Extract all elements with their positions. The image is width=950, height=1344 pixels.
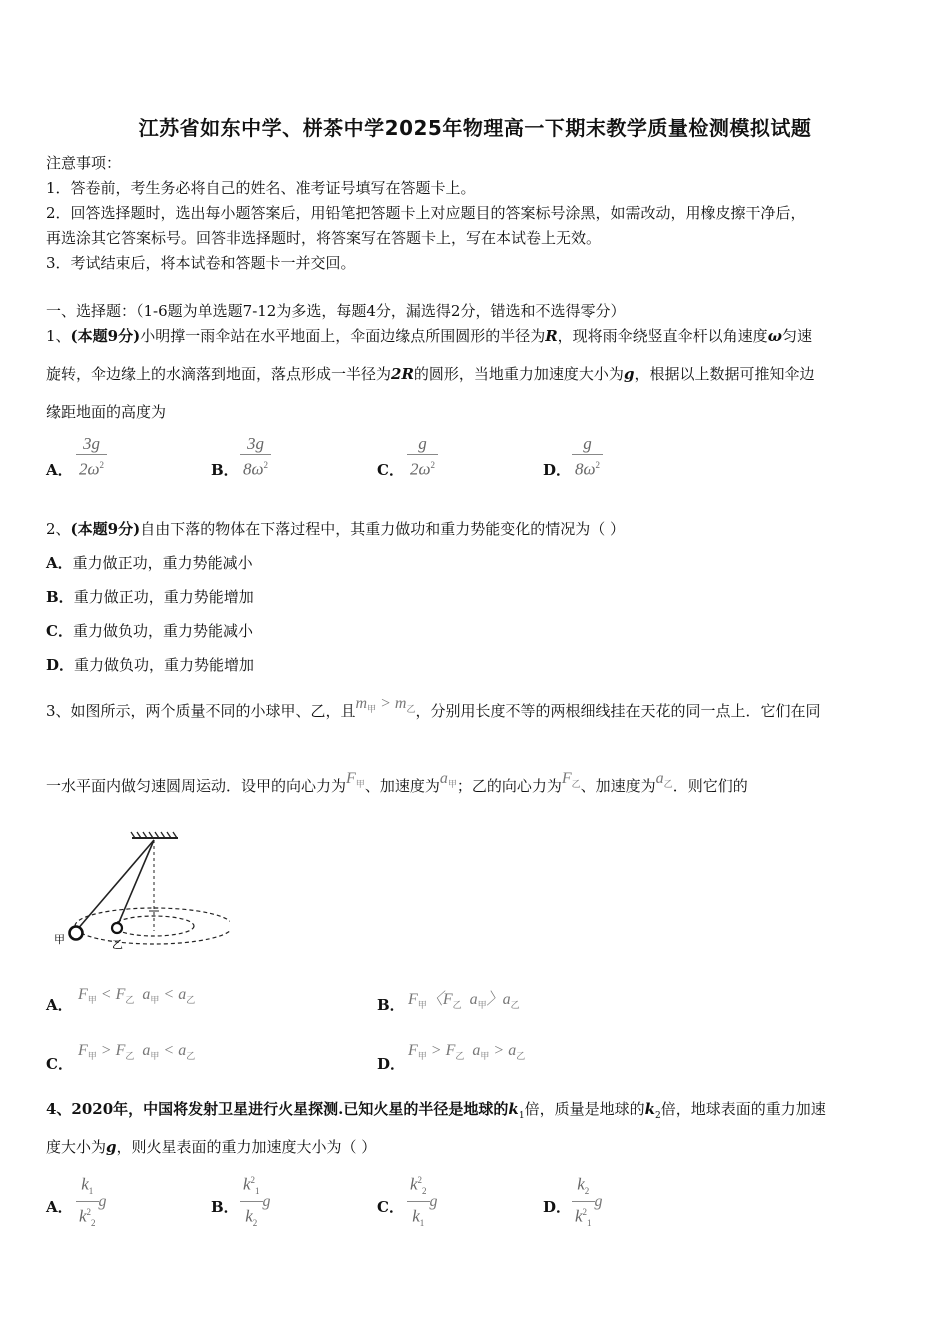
q4-option-c-label[interactable]: C． (377, 1198, 404, 1216)
q3-figure-label-jia: 甲 (54, 933, 65, 946)
q4-option-a-label[interactable]: A． (46, 1198, 73, 1216)
q3-line1: 3、如图所示，两个质量不同的小球甲、乙，且$m_甲 > m_乙$，分别用长度不等的两根细线挂在天花的同一点上．它们在同 (46, 695, 821, 720)
notice-item-2-cont: 再选涂其它答案标号。回答非选择题时，将答案写在答题卡上，写在本试卷上无效。 (46, 229, 602, 247)
q1-line1: 1、(本题9分)小明撑一雨伞站在水平地面上，伞面边缘点所围圆形的半径为R，现将雨伞绕竖直伞杆以角速度ω匀速 (46, 327, 812, 345)
q1-option-c-formula: g $2\omega^2$ (407, 434, 438, 480)
q3-line2: 一水平面内做匀速圆周运动．设甲的向心力为$F_甲$、加速度为$a_甲$；乙的向心力为$F_乙$、加速度为$a_乙$．则它们的 (46, 770, 748, 795)
q3-option-c-label[interactable]: C． (46, 1055, 73, 1073)
q3-pendulum-figure (50, 828, 230, 958)
q4-option-a-formula: $\frac{k_1}{k^2_2}$ g (76, 1170, 107, 1233)
notice-heading: 注意事项： (46, 154, 122, 172)
q1-option-d-label[interactable]: D． (543, 461, 572, 479)
notice-item-3: 3．考试结束后，将本试卷和答题卡一并交回。 (46, 254, 356, 272)
q4-option-d-label[interactable]: D． (543, 1198, 572, 1216)
q4-option-d-formula: $\frac{k_2}{k^2_1}$ g (572, 1170, 603, 1233)
q1-option-b-formula: 3g $8\omega^2$ (240, 434, 271, 480)
q2-stem: 2、(本题9分)自由下落的物体在下落过程中，其重力做功和重力势能变化的情况为（ ） (46, 520, 625, 538)
q1-option-d-formula: g $8\omega^2$ (572, 434, 603, 480)
q1-option-b-label[interactable]: B． (211, 461, 239, 479)
page-title: 江苏省如东中学、栟茶中学2025年物理高一下期末教学质量检测模拟试题 (138, 116, 812, 140)
q2-option-c[interactable]: C．重力做负功，重力势能减小 (46, 622, 253, 640)
q3-option-d-formula: $F_甲 > F_乙$ $a_甲 > a_乙$ (408, 1042, 526, 1062)
section-heading: 一、选择题：（1-6题为单选题7-12为多选，每题4分，漏选得2分，错选和不选得零分） (46, 302, 626, 320)
q1-option-a-formula: 3g $2\omega^2$ (76, 434, 107, 480)
q1-option-c-label[interactable]: C． (377, 461, 404, 479)
notice-item-1: 1．答卷前，考生务必将自己的姓名、准考证号填写在答题卡上。 (46, 179, 476, 197)
q4-option-b-label[interactable]: B． (211, 1198, 239, 1216)
q2-option-b[interactable]: B．重力做正功，重力势能增加 (46, 588, 254, 606)
q3-option-a-label[interactable]: A． (46, 996, 73, 1014)
q1-line3: 缘距地面的高度为 (46, 403, 167, 421)
q3-option-b-formula: $F_甲$〈$F_乙$ $a_甲$〉$a_乙$ (408, 991, 520, 1011)
q4-option-c-formula: $\frac{k^2_2}{k_1}$ g (407, 1170, 438, 1233)
q2-option-d[interactable]: D．重力做负功，重力势能增加 (46, 656, 255, 674)
q3-option-a-formula: $F_甲 < F_乙$ $a_甲 < a_乙$ (78, 986, 196, 1006)
q4-option-b-formula: $\frac{k^2_1}{k_2}$ g (240, 1170, 271, 1233)
q3-option-b-label[interactable]: B． (377, 996, 405, 1014)
q3-option-d-label[interactable]: D． (377, 1055, 406, 1073)
q1-line2: 旋转，伞边缘上的水滴落到地面，落点形成一半径为2R的圆形，当地重力加速度大小为g，根据以上数据可推知伞边 (46, 365, 815, 383)
q4-line1: 4、2020年，中国将发射卫星进行火星探测.已知火星的半径是地球的$k_1$倍，质量是地球的$k_2$倍，地球表面的重力加速 (46, 1100, 826, 1121)
q1-option-a-label[interactable]: A． (46, 461, 73, 479)
notice-item-2: 2．回答选择题时，选出每小题答案后，用铅笔把答题卡上对应题目的答案标号涂黑，如需改动，用橡皮擦干净后， (46, 204, 806, 222)
q4-line2: 度大小为g，则火星表面的重力加速度大小为（ ） (46, 1138, 377, 1156)
q3-figure-label-yi: 乙 (112, 938, 123, 951)
q3-option-c-formula: $F_甲 > F_乙$ $a_甲 < a_乙$ (78, 1042, 196, 1062)
q2-option-a[interactable]: A．重力做正功，重力势能减小 (46, 554, 253, 572)
